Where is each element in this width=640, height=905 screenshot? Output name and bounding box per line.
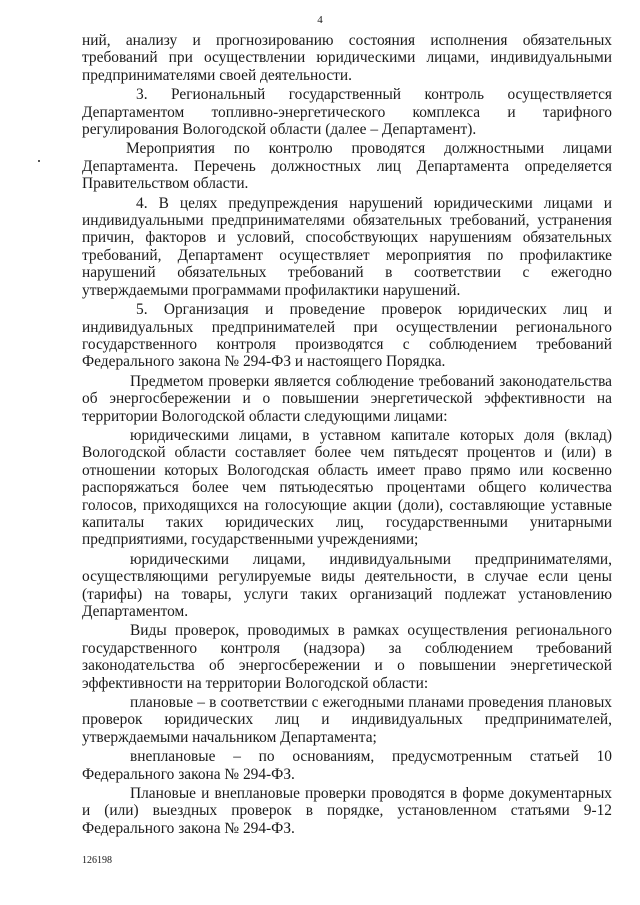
paragraph-legal-entities-stake: юридическими лицами, в уставном капитале которых доля (вклад) Вологодской области составляет более чем пятьдесят процентов и (или) в отношении которых Вологодская область имеет право прямо или косвенно распоряжаться более чем пятьюдесятью процентами общего количества голосов, приходящихся на голосующие акции (доли), составляющие уставные капиталы таких юридических лиц, государственными унитарными предприятиями, государственными учреждениями;: [82, 426, 612, 549]
paragraph-planned-inspections: плановые – в соответствии с ежегодными планами проведения плановых проверок юридических лиц и индивидуальных предпринимателей, утверждаемыми начальником Департамента;: [82, 694, 612, 746]
footer-document-code: 126198: [82, 855, 112, 866]
document-body: [82, 32, 612, 839]
paragraph-item-5: 5. Организация и проведение проверок юридических лиц и индивидуальных предпринимателей при осуществлении регионального государственного контроля производятся с соблюдением требований Федерального закона № 294-ФЗ и настоящего Порядка.: [82, 301, 612, 371]
paragraph-inspection-types: Виды проверок, проводимых в рамках осуществления регионального государственного контроля (надзора) за соблюдением требований законодательства об энергосбережении и о повышении энергетической эффективности на территории Вологодской области:: [82, 622, 612, 692]
paragraph-control-measures: Мероприятия по контролю проводятся должностными лицами Департамента. Перечень должностных лиц Департамента определяется Правительством области.: [82, 140, 612, 193]
paragraph-regulated-activities: юридическими лицами, индивидуальными предпринимателями, осуществляющими регулируемые виды деятельности, в случае если цены (тарифы) на товары, услуги таких организаций подлежат установлению Департаментом.: [82, 550, 612, 620]
paragraph-continuation: ний, анализу и прогнозированию состояния исполнения обязательных требований при осуществлении юридическими лицами, индивидуальными предпринимателями своей деятельности.: [82, 32, 612, 84]
paragraph-inspection-subject: Предметом проверки является соблюдение требований законодательства об энергосбережении и о повышении энергетической эффективности на территории Вологодской области следующими лицами:: [82, 372, 612, 425]
paragraph-inspection-forms: Плановые и внеплановые проверки проводятся в форме документарных и (или) выездных проверок в порядке, установленном статьями 9-12 Федерального закона № 294-ФЗ.: [82, 785, 612, 837]
margin-mark: [38, 160, 40, 162]
paragraph-unplanned-inspections: внеплановые – по основаниям, предусмотренным статьей 10 Федерального закона № 294-ФЗ.: [82, 748, 612, 783]
paragraph-item-3: 3. Региональный государственный контроль осуществляется Департаментом топливно-энергетического комплекса и тарифного регулирования Вологодской области (далее – Департамент).: [82, 86, 612, 139]
page-number: 4: [317, 14, 323, 26]
paragraph-item-4: 4. В целях предупреждения нарушений юридическими лицами и индивидуальными предпринимателями обязательных требований, устранения причин, факторов и условий, способствующих нарушениям обязательных требований, Департамент осуществляет мероприятия по профилактике нарушений обязательных требований в соответствии с ежегодно утверждаемыми программами профилактики нарушений.: [82, 194, 612, 299]
